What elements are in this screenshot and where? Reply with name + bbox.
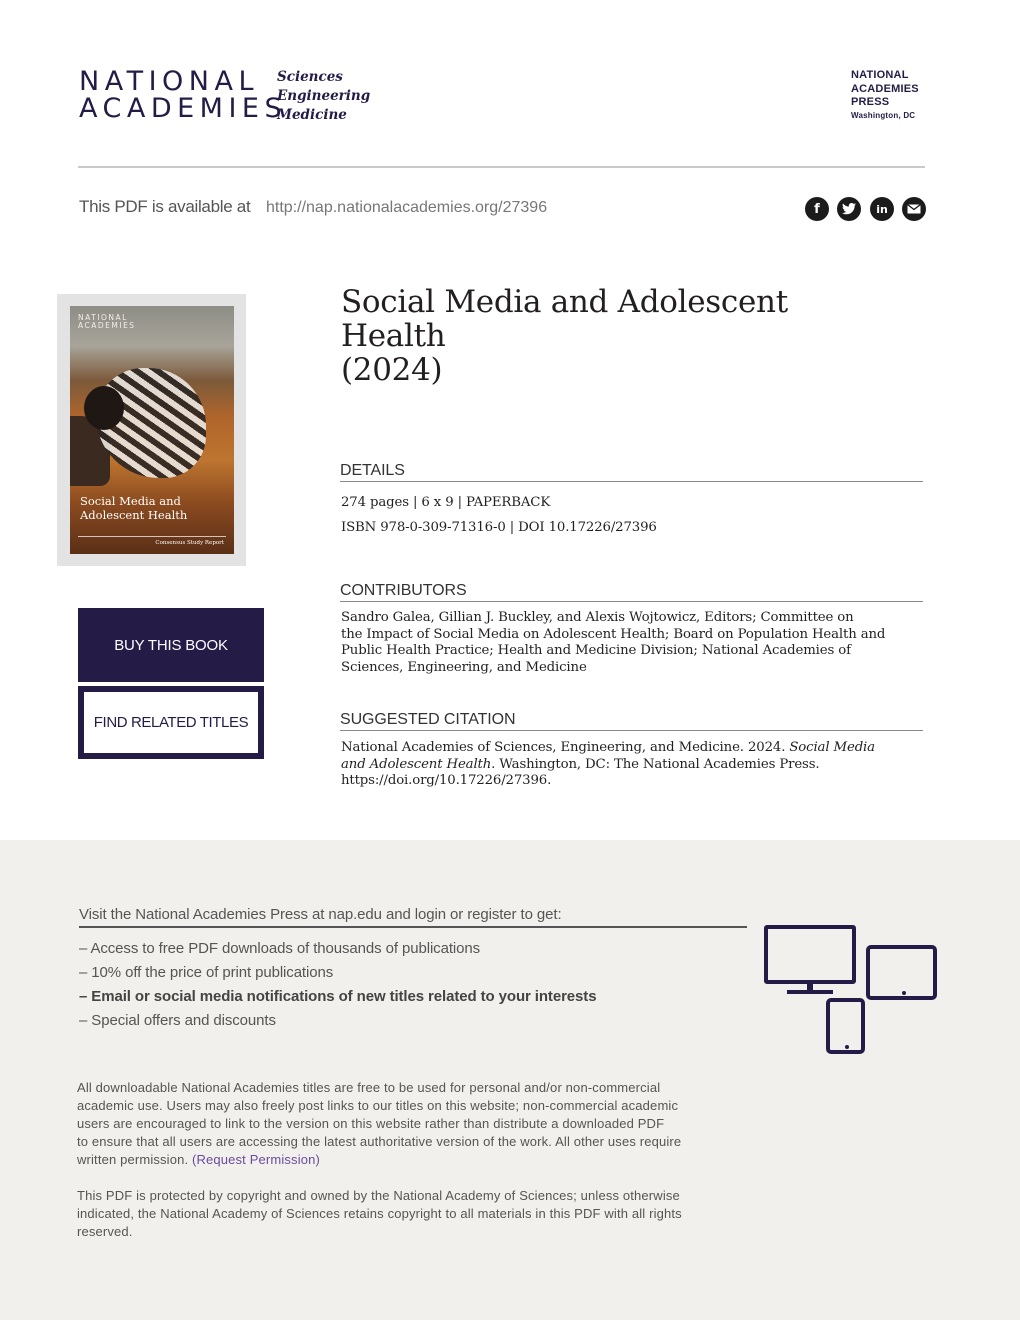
- copyright-line-3: reserved.: [77, 1224, 133, 1239]
- benefit-item: – 10% off the price of print publications: [79, 964, 334, 981]
- citation-title-part-2: and Adolescent Health: [341, 756, 492, 772]
- press-location: Washington, DC: [851, 110, 916, 120]
- logo-sub-engineering: Engineering: [277, 88, 371, 104]
- citation-line-2: [341, 757, 875, 774]
- cover-rule: [78, 536, 226, 537]
- twitter-icon[interactable]: [837, 197, 861, 221]
- header-divider: [78, 166, 925, 168]
- benefit-item: – Access to free PDF downloads of thousands of publications: [79, 940, 481, 957]
- copyright-notice: [77, 1187, 757, 1241]
- usage-line-1: All downloadable National Academies titles are free to be used for personal and/or non-commercial: [77, 1080, 661, 1095]
- book-title-year: (2024): [341, 352, 443, 388]
- details-heading: DETAILS: [340, 462, 923, 482]
- monitor-base: [787, 990, 833, 994]
- phone-button: [845, 1045, 849, 1049]
- usage-line-4: to ensure that all users are accessing the latest authoritative version of the work. All other uses require: [77, 1134, 682, 1149]
- cover-title-line-1: Social Media and: [80, 494, 181, 508]
- copyright-line-1: This PDF is protected by copyright and owned by the National Academy of Sciences; unless otherwise: [77, 1188, 680, 1203]
- logo-sub-sciences: Sciences: [277, 69, 343, 85]
- book-title: [341, 285, 901, 387]
- press-line-2: ACADEMIES: [851, 82, 919, 95]
- request-permission-link[interactable]: (Request Permission): [191, 1152, 320, 1167]
- national-academies-logo: [79, 68, 287, 122]
- details-pages: 274 pages | 6 x 9 | PAPERBACK: [341, 495, 551, 510]
- citation-heading: SUGGESTED CITATION: [340, 711, 923, 731]
- devices-illustration: [764, 925, 938, 1055]
- details-isbn: ISBN 978-0-309-71316-0 | DOI 10.17226/27396: [341, 520, 657, 535]
- logo-sub-medicine: Medicine: [277, 107, 347, 123]
- citation-line-1: [341, 740, 875, 757]
- benefits-list: [79, 937, 596, 1033]
- facebook-icon[interactable]: f: [805, 197, 829, 221]
- tablet-icon: [866, 945, 937, 1000]
- usage-line-2: academic use. Users may also freely post links to our titles on this website; non-commercial academic: [77, 1098, 679, 1113]
- contributors-line-1: Sandro Galea, Gillian J. Buckley, and Alexis Wojtowicz, Editors; Committee on: [341, 610, 854, 625]
- book-title-line-1: Social Media and Adolescent Health: [341, 284, 788, 354]
- citation-title-part-1: Social Media: [789, 740, 875, 755]
- cover-title: [80, 494, 187, 522]
- monitor-icon: [764, 925, 856, 984]
- citation-text: [341, 740, 875, 790]
- benefit-item: – Special offers and discounts: [79, 1012, 276, 1029]
- contributors-line-2: the Impact of Social Media on Adolescent Health; Board on Population Health and: [341, 626, 886, 642]
- linkedin-icon[interactable]: in: [870, 197, 894, 221]
- cover-brand-line-1: NATIONAL: [78, 313, 128, 322]
- usage-written-permission: written permission.: [77, 1152, 192, 1167]
- logo-subtitle: [277, 68, 370, 125]
- usage-line-3: users are encouraged to link to the version on this website rather than distribute a downloaded PDF: [77, 1116, 665, 1131]
- citation-publisher: . Washington, DC: The National Academies Press.: [491, 756, 820, 772]
- cover-brand-line-2: ACADEMIES: [78, 321, 136, 330]
- copyright-line-2: indicated, the National Academy of Sciences retains copyright to all materials in this PDF with all rights: [77, 1206, 682, 1221]
- press-line-3: PRESS: [851, 96, 890, 108]
- cover-hair-shape: [84, 386, 124, 430]
- logo-line-1: NATIONAL: [79, 66, 259, 97]
- phone-icon: [826, 998, 865, 1054]
- cover-report-type: Consensus Study Report: [155, 540, 224, 546]
- find-related-titles-button[interactable]: FIND RELATED TITLES: [78, 686, 264, 759]
- usage-terms: [77, 1079, 757, 1169]
- contributors-line-4: Sciences, Engineering, and Medicine: [341, 659, 587, 675]
- availability-label: This PDF is available at: [79, 197, 251, 216]
- citation-authors: National Academies of Sciences, Engineering, and Medicine. 2024.: [341, 740, 790, 755]
- contributors-line-3: Public Health Practice; Health and Medicine Division; National Academies of: [341, 643, 851, 659]
- buy-book-button[interactable]: BUY THIS BOOK: [78, 608, 264, 682]
- book-cover-image[interactable]: [70, 306, 234, 554]
- email-icon[interactable]: [902, 197, 926, 221]
- cover-title-line-2: Adolescent Health: [80, 508, 188, 522]
- usage-line-5: [77, 1151, 757, 1169]
- availability-url[interactable]: http://nap.nationalacademies.org/27396: [266, 199, 548, 216]
- citation-doi[interactable]: https://doi.org/10.17226/27396.: [341, 773, 552, 789]
- contributors-text: [341, 610, 885, 676]
- logo-line-2: ACADEMIES: [79, 93, 288, 124]
- cover-brand: [78, 314, 136, 330]
- press-line-1: NATIONAL: [851, 69, 909, 81]
- tablet-button: [902, 991, 906, 995]
- benefit-item: – Email or social media notifications of new titles related to your interests: [79, 988, 597, 1005]
- contributors-heading: CONTRIBUTORS: [340, 582, 923, 602]
- press-logo: [851, 69, 919, 122]
- visit-nap-text: Visit the National Academies Press at nap.edu and login or register to get:: [79, 906, 747, 928]
